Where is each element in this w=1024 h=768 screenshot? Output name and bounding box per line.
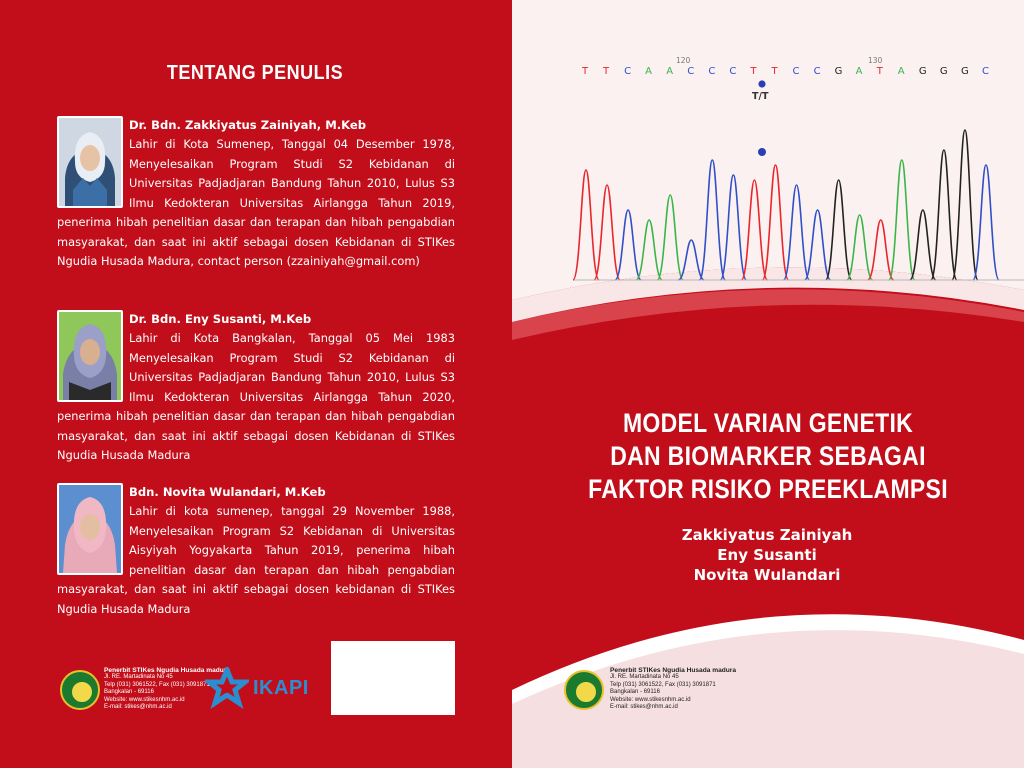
author-text-2: Lahir di Kota Bangkalan, Tanggal 05 Mei 1983 Menyelesaikan Program Studi S2 Kebidanan di Universitas Padjadjaran Bandung Tahun 2010, Lulus S3 Ilmu Kedokteran Universitas Airlangga Tahun 2020, penerima hibah penelitian dasar dan terapan dan hibah pengabdian masyarakat, dan saat ini aktif sebagai dosen Kebidanan di STIKes Ngudia Husada Madura [57, 331, 455, 462]
ikapi-logo [205, 665, 325, 715]
book-title [530, 406, 1006, 505]
author-photo-2 [57, 310, 123, 402]
author-bio-2 [57, 310, 455, 466]
base-letter: T [603, 66, 610, 77]
cover-author-3: Novita Wulandari [693, 566, 841, 584]
base-letter: C [687, 66, 695, 77]
title-line-1: MODEL VARIAN GENETIK [622, 407, 914, 438]
publisher-city: Bangkalan - 69116 [104, 689, 154, 696]
base-letter: A [855, 66, 863, 77]
base-letter: T [876, 66, 883, 77]
base-letter: T [750, 66, 757, 77]
about-authors-heading: TENTANG PENULIS [166, 60, 344, 84]
base-letter: G [918, 66, 927, 77]
author-name-2: Dr. Bdn. Eny Susanti, M.Keb [129, 312, 312, 326]
publisher-name-front: Penerbit STIKes Ngudia Husada madura [610, 667, 737, 674]
publisher-phone: Telp (031) 3061522, Fax (031) 3091871 [104, 681, 210, 688]
base-letter: T [771, 66, 778, 77]
base-letter: C [708, 66, 716, 77]
publisher-name: Penerbit STIKes Ngudia Husada madura [104, 667, 231, 674]
publisher-address: Jl. RE. Martadinata No 45 [104, 674, 173, 681]
author-name-3: Bdn. Novita Wulandari, M.Keb [129, 485, 326, 499]
base-letter: A [645, 66, 652, 77]
author-text-1: Lahir di Kota Sumenep, Tanggal 04 Desember 1978, Menyelesaikan Program Studi S2 Kebidanan di Universitas Padjadjaran Bandung Tahun 2010, Lulus S3 Ilmu Kedokteran Universitas Airlangga Tahun 2019, penerima hibah penelitian dasar dan terapan dan hibah pengabdian masyarakat, dan saat ini aktif sebagai dosen Kebidanan di STIKes Ngudia Husada Madura, contact person (zzainiyah@gmail.com) [57, 137, 455, 268]
base-letter: C [982, 66, 989, 77]
barcode-area [331, 641, 455, 715]
cover-authors [592, 525, 942, 585]
publisher-website: Website: www.stikesnhm.ac.id [104, 696, 185, 703]
cover-author-2: Eny Susanti [717, 546, 817, 564]
publisher-info-front [610, 667, 736, 711]
base-letter: C [729, 66, 737, 77]
author-bio-1 [57, 116, 455, 272]
snp-marker-peak [758, 148, 766, 156]
base-letter: T [582, 66, 589, 77]
base-letter: C [624, 66, 632, 77]
author-photo-1 [57, 116, 123, 208]
base-letter: A [666, 66, 674, 77]
publisher-city-front: Bangkalan - 69116 [610, 689, 660, 696]
publisher-phone-front: Telp (031) 3061522, Fax (031) 3091871 [610, 681, 716, 688]
genotype-label: T/T [752, 91, 769, 102]
title-line-3: FAKTOR RISIKO PREEKLAMPSI [588, 473, 948, 504]
publisher-seal-logo-front [564, 670, 604, 710]
position-label-130: 130 [868, 56, 883, 65]
base-letter: G [834, 66, 843, 77]
cover-author-1: Zakkiyatus Zainiyah [681, 526, 853, 544]
author-name-1: Dr. Bdn. Zakkiyatus Zainiyah, M.Keb [129, 118, 367, 132]
author-photo-3 [57, 483, 123, 575]
base-letter: G [960, 66, 969, 77]
snp-marker-top [758, 80, 765, 87]
title-line-2: DAN BIOMARKER SEBAGAI [610, 440, 926, 471]
base-letter: C [813, 66, 821, 77]
ikapi-star-icon [205, 667, 249, 711]
author-bio-3 [57, 483, 455, 619]
author-text-3: Lahir di kota sumenep, tanggal 29 November 1988, Menyelesaikan Program S2 Kebidanan di Universitas Aisyiyah Yogyakarta Tahun 2019, penerima hibah penelitian dasar dan terapan dan hibah pengabdian masyarakat, dan saat ini aktif sebagai dosen kebidanan di STIKes Ngudia Husada Madura [57, 504, 455, 616]
position-label-120: 120 [676, 56, 691, 65]
publisher-website-front: Website: www.stikesnhm.ac.id [610, 696, 691, 703]
front-cover [512, 0, 1024, 768]
ikapi-wordmark: IKAPI [253, 677, 309, 699]
publisher-seal-logo [60, 670, 100, 710]
base-letter: C [792, 66, 800, 77]
base-letter: A [897, 66, 905, 77]
publisher-address-front: Jl. RE. Martadinata No 45 [610, 674, 679, 681]
base-letter: G [939, 66, 948, 77]
base-sequence [582, 66, 989, 80]
dna-chromatogram [512, 0, 1024, 768]
publisher-email: E-mail: stikes@nhm.ac.id [104, 704, 172, 711]
publisher-email-front: E-mail: stikes@nhm.ac.id [610, 704, 678, 711]
